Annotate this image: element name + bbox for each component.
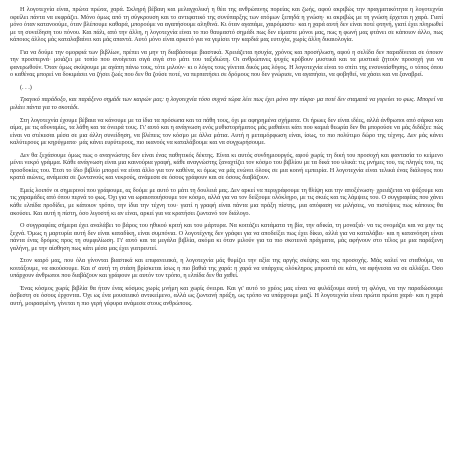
paragraph-3: Τραγικό παράδοξο, και παράξενο σημάδι των καιρών μας: η λογοτεχνία τόσο συχνά τώρα λέει πως έχει μόνο την πίκρα· μα ποτέ δεν σταματά να γυρεύει το φως. Μπορεί να μιλάει πάντα για το σκοτάδι. [10, 96, 443, 111]
ellipsis-marker: (. . .) [20, 83, 32, 91]
paragraph-4: Στη λογοτεχνία έχουμε βέβαια να κάνουμε με τα ίδια τα πρόσωπα και τα πάθη τους, όχι με αφηρημένα σχήματα. Οι ήρωες δεν είναι ιδέες, αλλά άνθρωποι από σάρκα και αίμα, με τις αδυναμίες, τα λάθη και τα όνειρά τους. Γι' αυτό και η ανάγνωση ενός μυθιστορήματος μάς μαθαίνει κάτι που καμιά θεωρία δεν θα μπορούσε να μάς διδάξει: πώς είναι να στέκεσαι μέσα σε μια άλλη συνείδηση, να βλέπεις τον κόσμο με άλλα μάτια. Αυτή η μεταμόρφωση είναι, ίσως, το πιο πολύτιμο δώρο της τέχνης. Δεν μάς κάνει καλύτερους με κηρύγματα· μάς κάνει ευρύτερους, πιο ικανούς να καταλάβουμε και να συγχωρήσουμε. [10, 116, 443, 147]
paragraph-8: Στον καιρό μας, που όλα γίνονται βιαστικά και επιφανειακά, η λογοτεχνία μάς θυμίζει την αξία της αργής σκέψης και της προσοχής. Μάς καλεί να σταθούμε, να κοιτάξουμε, να ακούσουμε. Και σ' αυτή τη στάση βρίσκεται ίσως η πιο βαθιά της χαρά: η χαρά να υπάρχεις ολόκληρος μπροστά σε κάτι, να αφήνεσαι να σε αλλάξει. Όσο υπάρχουν άνθρωποι που διαβάζουν και γράφουν με αυτόν τον τρόπο, η ελπίδα δεν θα χαθεί. [10, 257, 443, 280]
paragraph-5: Δεν θα ξεχάσουμε όμως πως ο αναγνώστης δεν είναι ένας παθητικός δέκτης. Είναι κι αυτός συνδημιουργός, αφού χωρίς τη δική του προσοχή και φαντασία το κείμενο μένει νεκρό γράμμα. Κάθε ανάγνωση είναι μια καινούρια γραφή, κάθε αναγνώστης ξαναχτίζει τον κόσμο του βιβλίου με τα δικά του υλικά: τις μνήμες του, τις πληγές του, τις προσδοκίες του. Έτσι το ίδιο βιβλίο μπορεί να είναι άλλο για τον καθένα, κι όμως να μάς ενώνει όλους σε μια κοινή εμπειρία. Η λογοτεχνία είναι τελικά ένας διάλογος που κρατά αιώνες, ανάμεσα σε ζωντανούς και νεκρούς, ανάμεσα σε όσους γράφουν και σε όσους διαβάζουν. [10, 151, 443, 182]
paragraph-2: Για να δούμε την ομορφιά των βιβλίων, πρέπει να μην τη διαβάσουμε βιαστικά. Χρειάζεται ησυχία, χρόνος και προσήλωση, αφού η σελίδα δεν παραδίνεται σε όποιον την προσπερνά· μοιάζει με τοπίο που ανοίγεται σιγά σιγά στο μάτι του ταξιδιώτη. Οι ανθρώπινες ψυχές κρύβουν μυστικά και τα μυστικά ζητούν προσοχή για να φανερωθούν. Όταν όμως σκύψουμε με αγάπη πάνω τους, τότε μιλούν· κι ο λόγος τους γίνεται δικός μας λόγος. Η λογοτεχνία είναι το σπίτι της ενσυναίσθησης, ο τόπος όπου ο καθένας μπορεί να δοκιμάσει να ζήσει ζωές που δεν θα ζούσε ποτέ, να περπατήσει σε δρόμους που δεν γνώρισε, να αγαπήσει, να φοβηθεί, να χάσει και να ξαναβρεί. [10, 48, 443, 79]
paragraph-6: Εμείς λοιπόν οι σημερινοί που γράφουμε, ας δούμε με αυτό το μάτι τη δουλειά μας. Δεν αρκεί να περιγράφουμε τη θλίψη και την αποξένωση· χρειάζεται να ψάξουμε και τις χαραμάδες από όπου περνά το φως. Όχι για να ωραιοποιήσουμε τον κόσμο, αλλά για να τον δείξουμε ολόκληρο, με τις σκιές και τις λάμψεις του. Ο συγγραφέας που χάνει κάθε ελπίδα προδίδει, με κάποιον τρόπο, την ίδια την τέχνη του· γιατί η γραφή είναι πάντα μια πράξη πίστης, μια απόφαση να μιλήσεις, να πιστέψεις πως κάποιος θα ακούσει. Και αυτή η πίστη, όσο λιγοστή κι αν είναι, αρκεί για να κρατήσει ζωντανό τον διάλογο. [10, 186, 443, 217]
paragraph-9: Ένας κόσμος χωρίς βιβλία θα ήταν ένας κόσμος χωρίς μνήμη και χωρίς όνειρα. Και γι' αυτό το χρέος μας είναι να φυλάξουμε αυτή τη φλόγα, να την παραδώσουμε άσβεστη σε όσους έρχονται. Όχι ως ένα μουσειακό αντικείμενο, αλλά ως ζωντανή πράξη, ως τρόπο να υπάρχουμε μαζί. Η λογοτεχνία είναι πρώτα πρώτα χαρά· και η χαρά αυτή, μοιρασμένη, γίνεται η πιο γερή γέφυρα ανάμεσα στους ανθρώπους. [10, 284, 443, 307]
paragraph-7: Ο συγγραφέας σήμερα έχει αναλάβει το βάρος του ηθικού κριτή και του μάρτυρα. Να κοιτάζει κατάματα τη βία, την αδικία, τη μοναξιά· να τις ονομάζει και να μην τις ξεχνά. Όμως η μαρτυρία αυτή δεν είναι καταδίκη, είναι συμπόνια. Ο λογοτέχνης δεν γράφει για να αποδείξει πως έχει δίκιο, αλλά για να καταλάβει· και η κατανόηση είναι πάντα ένας δρόμος προς τη συμφιλίωση. Γι' αυτό και τα μεγάλα βιβλία, ακόμα κι όταν μιλούν για τα πιο σκοτεινά πράγματα, μάς αφήνουν στο τέλος με μια παράξενη γαλήνη, με την αίσθηση πως κάτι μέσα μας έχει γιατρευτεί. [10, 222, 443, 252]
paragraph-1: Η λογοτεχνία είναι, πρώτα πρώτα, χαρά. Σκληρή βέβαιη και μελαγχολική η θέα της ανθρώπινης πορείας και ζωής, αφού ακριβώς την πραγματικότητα η λογοτεχνία οφείλει πάντα να εκφράζει. Μόνο όμως από τη σύγκρουση και το αντιφατικό της συνύπαρξης των ατόμων ξεπηδά η γνώση· κι ακριβώς με τη γνώση έρχεται η χαρά. Γιατί μόνο όταν κατανοούμε, όταν βλέπουμε καθαρά, μπορούμε να αγαπήσουμε αληθινά. Κι όταν αγαπάμε, χαιρόμαστε· και η χαρά αυτή δεν είναι ποτέ φτηνή, γιατί έχει πληρωθεί με τη συνείδηση του πόνου. Και πάλι, από την άλλη, η λογοτεχνία είναι το πιο θαυμαστό σημάδι πως δεν είμαστε μόνοι μας, πως η φωνή μας φτάνει σε κάποιον άλλο, πως κάποιος άλλος μάς καταλαβαίνει και μάς απαντά. Αυτό μόνο είναι αρκετό για να γεμίσει την καρδιά μας ευτυχία, χωρίς άλλη δικαιολογία. [10, 6, 443, 44]
